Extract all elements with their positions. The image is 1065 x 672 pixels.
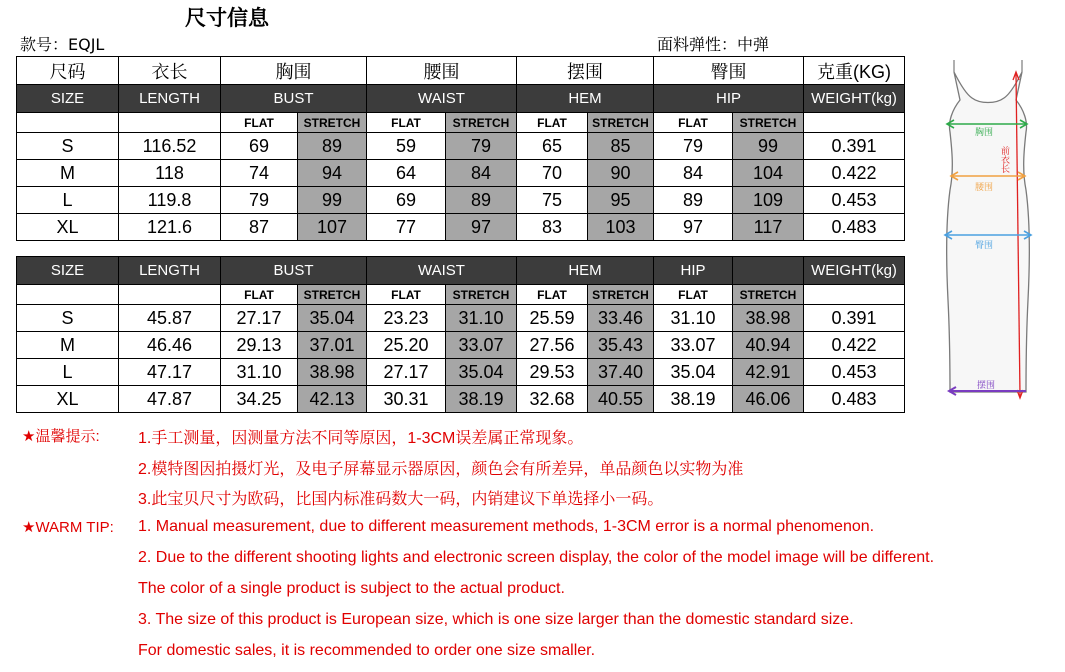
cell-waist-flat: 59 [367, 133, 446, 160]
cell-hem-stretch: 33.46 [588, 305, 654, 332]
header-size: SIZE [17, 85, 119, 113]
cell-hip-stretch: 40.94 [733, 332, 804, 359]
cell-hem-flat: 29.53 [517, 359, 588, 386]
sub-stretch: STRETCH [588, 113, 654, 133]
cell-hip-stretch: 109 [733, 187, 804, 214]
cell-bust-stretch: 42.13 [298, 386, 367, 413]
cell-hem-flat: 83 [517, 214, 588, 241]
cell-waist-stretch: 33.07 [446, 332, 517, 359]
header-hem: HEM [517, 257, 654, 285]
sub-header-row [17, 113, 905, 133]
sub-stretch: STRETCH [733, 113, 804, 133]
cell-weight: 0.453 [804, 359, 905, 386]
header-weight: WEIGHT(kg) [804, 85, 905, 113]
cell-weight: 0.453 [804, 187, 905, 214]
cell-bust-flat: 27.17 [221, 305, 298, 332]
cell-size: S [17, 133, 119, 160]
cell-length: 116.52 [119, 133, 221, 160]
cell-bust-flat: 74 [221, 160, 298, 187]
cell-hem-flat: 75 [517, 187, 588, 214]
cell-bust-stretch: 35.04 [298, 305, 367, 332]
size-table-cm [16, 56, 905, 241]
cell-bust-flat: 79 [221, 187, 298, 214]
cell-waist-stretch: 38.19 [446, 386, 517, 413]
cell-length: 47.17 [119, 359, 221, 386]
label-hem: 摆围 [977, 381, 996, 391]
cell-hem-stretch: 35.43 [588, 332, 654, 359]
cell-length: 46.46 [119, 332, 221, 359]
header-hip: HIP [654, 257, 733, 285]
cell-hem-flat: 32.68 [517, 386, 588, 413]
size-table-inch-body [17, 305, 905, 413]
sub-flat: FLAT [221, 113, 298, 133]
header-hip-cn: 臀围 [654, 57, 804, 85]
table-row [17, 386, 905, 413]
cell-hip-flat: 79 [654, 133, 733, 160]
cell-hem-flat: 65 [517, 133, 588, 160]
sub-stretch: STRETCH [446, 285, 517, 305]
tip-en-1: 1. Manual measurement, due to different measurement methods, 1-3CM error is a normal phenomenon. [138, 518, 875, 535]
cell-hip-stretch: 38.98 [733, 305, 804, 332]
header-weight-cn: 克重(KG) [804, 57, 905, 85]
cell-waist-flat: 64 [367, 160, 446, 187]
sub-stretch: STRETCH [298, 285, 367, 305]
cell-size: XL [17, 386, 119, 413]
cell-hem-stretch: 103 [588, 214, 654, 241]
tip-en-4: 3. The size of this product is European size, which is one size larger than the domestic standard size. [138, 611, 854, 628]
cell-hip-flat: 84 [654, 160, 733, 187]
sub-flat: FLAT [367, 285, 446, 305]
sub-flat: FLAT [517, 285, 588, 305]
cell-hip-stretch: 42.91 [733, 359, 804, 386]
cell-hip-flat: 38.19 [654, 386, 733, 413]
cell-waist-flat: 30.31 [367, 386, 446, 413]
tip-en-2: 2. Due to the different shooting lights and electronic screen display, the color of the model image will be different. [138, 549, 935, 566]
sub-stretch: STRETCH [446, 113, 517, 133]
cell-size: XL [17, 214, 119, 241]
cell-bust-flat: 31.10 [221, 359, 298, 386]
cell-waist-stretch: 35.04 [446, 359, 517, 386]
cell-waist-flat: 77 [367, 214, 446, 241]
cell-hem-stretch: 95 [588, 187, 654, 214]
cell-waist-flat: 25.20 [367, 332, 446, 359]
sub-flat: FLAT [654, 285, 733, 305]
cell-size: L [17, 187, 119, 214]
table-row [17, 359, 905, 386]
tip-label-en: ★WARM TIP: [22, 519, 114, 536]
header-hip: HIP [654, 85, 804, 113]
sub-stretch: STRETCH [588, 285, 654, 305]
header-size: SIZE [17, 257, 119, 285]
cell-length: 45.87 [119, 305, 221, 332]
cell-waist-stretch: 31.10 [446, 305, 517, 332]
en-header-row [17, 85, 905, 113]
cell-hem-flat: 25.59 [517, 305, 588, 332]
header-waist: WAIST [367, 257, 517, 285]
table-row [17, 214, 905, 241]
table-row [17, 133, 905, 160]
cell-bust-stretch: 94 [298, 160, 367, 187]
sub-flat: FLAT [221, 285, 298, 305]
tip-en-5: For domestic sales, it is recommended to order one size smaller. [138, 642, 596, 659]
label-waist: 腰围 [975, 183, 994, 193]
sub-stretch: STRETCH [298, 113, 367, 133]
table-row [17, 305, 905, 332]
cell-size: L [17, 359, 119, 386]
sub-header-row [17, 285, 905, 305]
cell-weight: 0.483 [804, 386, 905, 413]
cell-bust-flat: 29.13 [221, 332, 298, 359]
cell-hem-stretch: 37.40 [588, 359, 654, 386]
header-length: LENGTH [119, 257, 221, 285]
fabric-stretch: 面料弹性：中弹 [657, 35, 770, 54]
cell-waist-flat: 27.17 [367, 359, 446, 386]
cell-hip-stretch: 46.06 [733, 386, 804, 413]
header-hem-cn: 摆围 [517, 57, 654, 85]
header-hem: HEM [517, 85, 654, 113]
cell-length: 119.8 [119, 187, 221, 214]
cell-bust-flat: 34.25 [221, 386, 298, 413]
label-bust: 胸围 [975, 128, 994, 138]
cell-waist-flat: 23.23 [367, 305, 446, 332]
style-number: 款号：EQJL [20, 35, 105, 54]
cell-bust-flat: 87 [221, 214, 298, 241]
cell-waist-stretch: 84 [446, 160, 517, 187]
size-table-cm-body [17, 133, 905, 241]
cell-hip-flat: 33.07 [654, 332, 733, 359]
header-bust-cn: 胸围 [221, 57, 367, 85]
cell-weight: 0.422 [804, 332, 905, 359]
sub-flat: FLAT [517, 113, 588, 133]
header-waist-cn: 腰围 [367, 57, 517, 85]
header-length-cn: 衣长 [119, 57, 221, 85]
table-row [17, 187, 905, 214]
sub-flat: FLAT [654, 113, 733, 133]
cell-weight: 0.422 [804, 160, 905, 187]
cell-hip-flat: 97 [654, 214, 733, 241]
cell-hip-flat: 35.04 [654, 359, 733, 386]
cell-length: 121.6 [119, 214, 221, 241]
cell-weight: 0.391 [804, 305, 905, 332]
header-length: LENGTH [119, 85, 221, 113]
label-length: 前衣长 [999, 146, 1009, 173]
dress-diagram [930, 60, 1050, 405]
cell-length: 47.87 [119, 386, 221, 413]
cell-hem-stretch: 40.55 [588, 386, 654, 413]
cell-hem-flat: 27.56 [517, 332, 588, 359]
page-title: 尺寸信息 [185, 6, 269, 30]
cell-bust-stretch: 107 [298, 214, 367, 241]
cell-hip-flat: 31.10 [654, 305, 733, 332]
header-size-cn: 尺码 [17, 57, 119, 85]
cell-waist-stretch: 89 [446, 187, 517, 214]
cell-hem-stretch: 90 [588, 160, 654, 187]
cell-hem-flat: 70 [517, 160, 588, 187]
cell-bust-stretch: 37.01 [298, 332, 367, 359]
cell-hem-stretch: 85 [588, 133, 654, 160]
cn-header-row [17, 57, 905, 85]
cell-weight: 0.483 [804, 214, 905, 241]
tip-label-cn: ★温馨提示: [22, 428, 100, 445]
header-weight: WEIGHT(kg) [804, 257, 905, 285]
header-bust: BUST [221, 257, 367, 285]
label-hip: 臀围 [975, 241, 994, 251]
cell-bust-stretch: 89 [298, 133, 367, 160]
tip-cn-2: 2.模特图因拍摄灯光，及电子屏幕显示器原因，颜色会有所差异，单品颜色以实物为准 [138, 461, 744, 478]
cell-size: S [17, 305, 119, 332]
cell-waist-flat: 69 [367, 187, 446, 214]
cell-bust-stretch: 99 [298, 187, 367, 214]
cell-hip-stretch: 99 [733, 133, 804, 160]
cell-bust-stretch: 38.98 [298, 359, 367, 386]
cell-hip-stretch: 117 [733, 214, 804, 241]
tip-cn-3: 3.此宝贝尺寸为欧码，比国内标准码数大一码，内销建议下单选择小一码。 [138, 491, 664, 508]
table-row [17, 332, 905, 359]
cell-hip-flat: 89 [654, 187, 733, 214]
cell-size: M [17, 160, 119, 187]
header-waist: WAIST [367, 85, 517, 113]
header-bust: BUST [221, 85, 367, 113]
sub-flat: FLAT [367, 113, 446, 133]
cell-size: M [17, 332, 119, 359]
tip-en-3: The color of a single product is subject to the actual product. [138, 580, 565, 597]
cell-bust-flat: 69 [221, 133, 298, 160]
cell-waist-stretch: 79 [446, 133, 517, 160]
cell-length: 118 [119, 160, 221, 187]
cell-waist-stretch: 97 [446, 214, 517, 241]
sub-stretch: STRETCH [733, 285, 804, 305]
cell-hip-stretch: 104 [733, 160, 804, 187]
table-row [17, 160, 905, 187]
cell-weight: 0.391 [804, 133, 905, 160]
tip-cn-1: 1.手工测量，因测量方法不同等原因，1-3CM误差属正常现象。 [138, 430, 584, 447]
size-table-inch [16, 256, 905, 413]
en-header-row [17, 257, 905, 285]
